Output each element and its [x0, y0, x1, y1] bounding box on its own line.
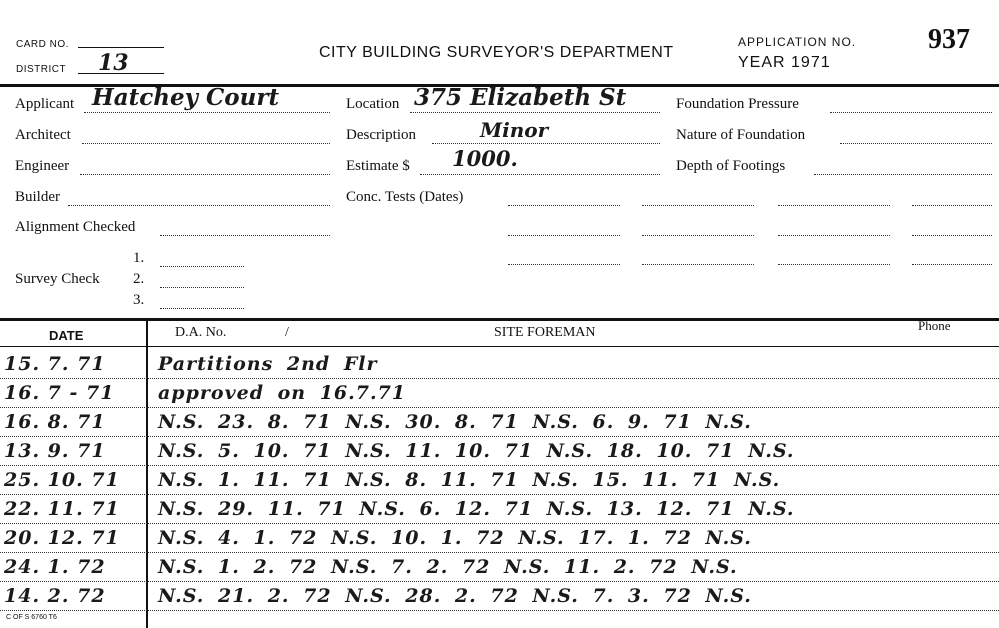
application-no-label: APPLICATION NO.: [738, 35, 857, 49]
row-date: 16. 7 - 71: [4, 382, 115, 404]
site-foreman-header: SITE FOREMAN: [494, 325, 596, 340]
year-label: YEAR 1971: [738, 54, 831, 71]
district-label: DISTRICT: [16, 64, 67, 75]
row-rule: [0, 552, 999, 553]
applicant-value: Hatchey Court: [92, 84, 280, 111]
estimate-label: Estimate $: [346, 158, 410, 174]
survey-number-1: 1.: [133, 250, 145, 266]
row-rule: [0, 378, 999, 379]
row-entry: N.S. 29. 11. 71 N.S. 6. 12. 71 N.S. 13. 12. 71 N.S.: [158, 498, 795, 520]
nature-foundation-label: Nature of Foundation: [676, 127, 806, 143]
table-top-rule: [0, 318, 999, 321]
conc-tests-label: Conc. Tests (Dates): [346, 189, 464, 205]
district-value: 13: [98, 50, 129, 76]
survey-1-dots: [160, 266, 244, 267]
table-header-rule: [0, 346, 999, 347]
row-entry: Partitions 2nd Flr: [158, 353, 378, 375]
conc-tests-dots-4: [912, 205, 992, 206]
survey-3-dots: [160, 308, 244, 309]
conc-tests-dots-2: [642, 205, 754, 206]
engineer-dots: [80, 174, 330, 175]
foundation-pressure-dots: [830, 112, 992, 113]
row-entry: N.S. 1. 11. 71 N.S. 8. 11. 71 N.S. 15. 11. 71 N.S.: [158, 469, 781, 491]
conc-tests-dots-3: [778, 205, 890, 206]
conc-tests-dots-11: [778, 264, 890, 265]
depth-footings-dots: [814, 174, 992, 175]
row-rule: [0, 581, 999, 582]
conc-tests-dots-8: [912, 235, 992, 236]
applicant-dots: [84, 112, 330, 113]
row-rule: [0, 436, 999, 437]
row-rule: [0, 523, 999, 524]
conc-tests-dots-12: [912, 264, 992, 265]
description-label: Description: [346, 127, 416, 143]
row-date: 24. 1. 72: [4, 556, 106, 578]
location-dots: [410, 112, 660, 113]
row-date: 20. 12. 71: [4, 527, 120, 549]
row-entry: approved on 16.7.71: [158, 382, 407, 404]
estimate-dots: [420, 174, 660, 175]
conc-tests-dots-6: [642, 235, 754, 236]
date-header: DATE: [49, 328, 84, 343]
phone-header: Phone: [918, 318, 951, 333]
description-value: Minor: [480, 118, 549, 142]
form-code: C OF S 6760 T6: [6, 614, 57, 621]
da-slash: /: [285, 325, 289, 340]
conc-tests-dots-10: [642, 264, 754, 265]
row-date: 15. 7. 71: [4, 353, 106, 375]
location-label: Location: [346, 96, 400, 112]
builder-dots: [68, 205, 330, 206]
row-date: 16. 8. 71: [4, 411, 106, 433]
row-entry: N.S. 23. 8. 71 N.S. 30. 8. 71 N.S. 6. 9. 71 N.S.: [158, 411, 752, 433]
department-title: CITY BUILDING SURVEYOR'S DEPARTMENT: [319, 44, 674, 61]
estimate-value: 1000.: [452, 146, 518, 171]
alignment-dots: [160, 235, 330, 236]
conc-tests-dots-5: [508, 235, 620, 236]
row-rule: [0, 407, 999, 408]
survey-2-dots: [160, 287, 244, 288]
engineer-label: Engineer: [15, 158, 70, 174]
row-entry: N.S. 1. 2. 72 N.S. 7. 2. 72 N.S. 11. 2. 72 N.S.: [158, 556, 738, 578]
survey-number-2: 2.: [133, 271, 145, 287]
conc-tests-dots-9: [508, 264, 620, 265]
da-no-header: D.A. No.: [175, 325, 227, 340]
row-rule: [0, 465, 999, 466]
conc-tests-dots-7: [778, 235, 890, 236]
row-entry: N.S. 5. 10. 71 N.S. 11. 10. 71 N.S. 18. 10. 71 N.S.: [158, 440, 795, 462]
row-date: 14. 2. 72: [4, 585, 106, 607]
architect-dots: [82, 143, 330, 144]
application-number: 937: [928, 24, 970, 55]
row-rule: [0, 610, 999, 611]
nature-foundation-dots: [840, 143, 992, 144]
card-no-label: CARD NO.: [16, 39, 69, 50]
foundation-pressure-label: Foundation Pressure: [676, 96, 799, 112]
survey-check-label: Survey Check: [15, 271, 100, 287]
applicant-label: Applicant: [15, 96, 75, 112]
location-value: 375 Elizabeth St: [414, 84, 627, 111]
row-date: 25. 10. 71: [4, 469, 120, 491]
row-rule: [0, 494, 999, 495]
conc-tests-dots-1: [508, 205, 620, 206]
row-date: 22. 11. 71: [4, 498, 120, 520]
row-entry: N.S. 21. 2. 72 N.S. 28. 2. 72 N.S. 7. 3. 72 N.S.: [158, 585, 752, 607]
row-date: 13. 9. 71: [4, 440, 106, 462]
row-entry: N.S. 4. 1. 72 N.S. 10. 1. 72 N.S. 17. 1. 72 N.S.: [158, 527, 752, 549]
depth-footings-label: Depth of Footings: [676, 158, 786, 174]
description-dots: [432, 143, 660, 144]
architect-label: Architect: [15, 127, 71, 143]
alignment-checked-label: Alignment Checked: [15, 219, 136, 235]
card-no-line: [78, 47, 164, 48]
builder-label: Builder: [15, 189, 60, 205]
survey-number-3: 3.: [133, 292, 145, 308]
